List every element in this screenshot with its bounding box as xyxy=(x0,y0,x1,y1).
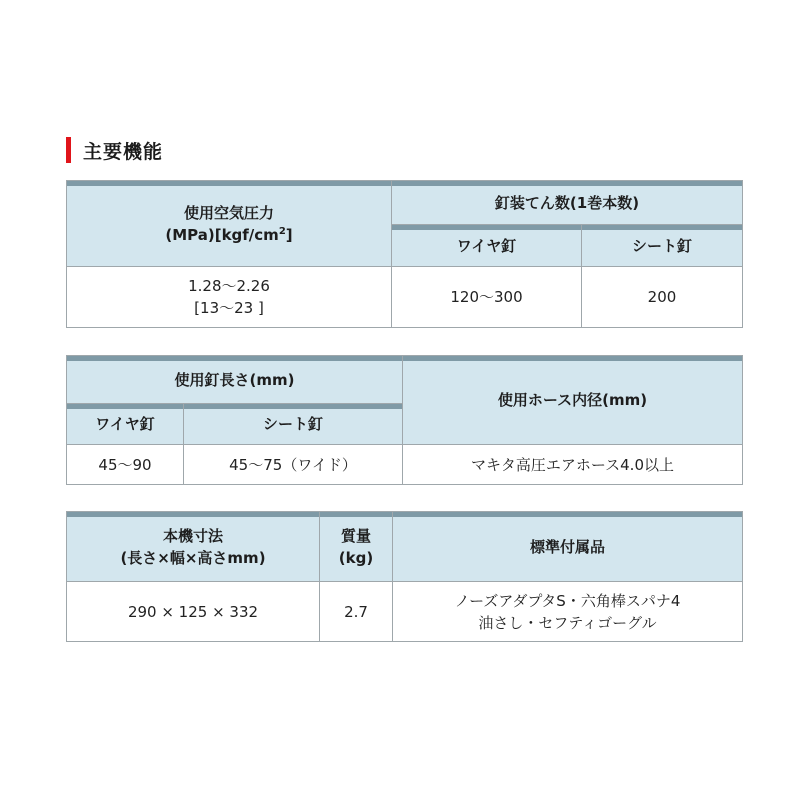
wire-nail-capacity-value: 120～300 xyxy=(392,267,582,328)
section-heading xyxy=(66,136,163,164)
pressure-header: 使用空気圧力 $(MPa)[kgf/cm^2]$ xyxy=(67,181,392,267)
capacity-header: 釘装てん数(1巻本数) xyxy=(392,181,743,225)
dimensions-value: 290 × 125 × 332 xyxy=(67,582,320,642)
dimensions-header: 本機寸法 (長さ×幅×高さmm) xyxy=(67,512,320,582)
spec-table-nail-length-hose xyxy=(66,355,743,485)
sheet-nail-header: シート釘 xyxy=(184,404,403,445)
mass-header: 質量 (kg) xyxy=(320,512,393,582)
nail-length-header: 使用釘長さ(mm) xyxy=(67,356,403,404)
sheet-nail-header: シート釘 xyxy=(582,225,743,267)
wire-nail-header: ワイヤ釘 xyxy=(392,225,582,267)
mass-value: 2.7 xyxy=(320,582,393,642)
sheet-nail-length-value: 45～75（ワイド） xyxy=(184,445,403,485)
wire-nail-header: ワイヤ釘 xyxy=(67,404,184,445)
hose-diameter-header: 使用ホース内径(mm) xyxy=(403,356,743,445)
pressure-value: 1.28～2.26 [13～23 ] xyxy=(67,267,392,328)
accessories-header: 標準付属品 xyxy=(393,512,743,582)
sheet-nail-capacity-value: 200 xyxy=(582,267,743,328)
accessories-value: ノーズアダプタS・六角棒スパナ4 油さし・セフティゴーグル xyxy=(393,582,743,642)
hose-diameter-value: マキタ高圧エアホース4.0以上 xyxy=(403,445,743,485)
section-title: 主要機能 xyxy=(83,140,164,163)
spec-table-dimensions-accessories xyxy=(66,511,743,642)
spec-table-pressure-capacity xyxy=(66,180,743,328)
wire-nail-length-value: 45～90 xyxy=(67,445,184,485)
heading-accent-bar xyxy=(66,137,71,163)
